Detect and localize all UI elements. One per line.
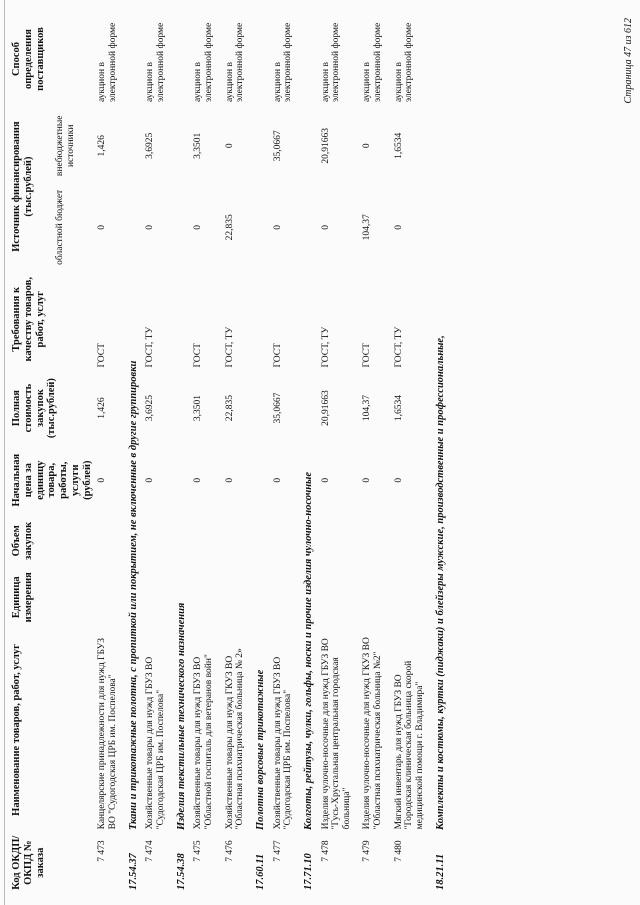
requirements-cell: ГОСТ (362, 343, 373, 368)
order-code-cell: 7 476 (224, 840, 235, 862)
requirements-cell: ГОСТ, ТУ (393, 326, 404, 368)
extra-budget-cell: 20,91663 (320, 127, 331, 164)
extra-budget-cell: 1,426 (97, 135, 108, 157)
group-title: Изделия текстильные технического назначения (175, 602, 187, 830)
table-row (318, 13, 360, 893)
unit-price-cell: 0 (362, 477, 373, 483)
total-cost-cell: 22,835 (224, 395, 235, 422)
unit-cell (222, 567, 253, 628)
header-name: Наименование товаров, работ, услуг (11, 644, 22, 816)
requirements-cell: ГОСТ, ТУ (145, 326, 156, 368)
header-funding-regional: областной бюджет (55, 189, 66, 265)
procurement-method-cell: аукцион в электронной форме (320, 22, 342, 103)
order-code-cell: 7 480 (393, 840, 404, 862)
item-name-cell: Хозяйственные товары для нужд ГБУЗ ВО "Судогодская ЦРБ им. Поспелова" (272, 656, 294, 830)
unit-price-cell: 0 (193, 477, 204, 483)
item-name-cell: Изделия чулочно-носочные для нужд ГКУЗ ВО "Областная психиатрическая больница №2" (362, 637, 383, 830)
extra-budget-cell: 3,6925 (145, 132, 156, 159)
item-name-cell: Хозяйственные товары для нужд ГКУЗ ВО "Областная психиатрическая больница № 2» (224, 648, 246, 830)
group-code: 17.71.10 (302, 853, 314, 890)
volume-cell (270, 515, 301, 567)
unit-cell (190, 567, 221, 628)
group-code: 17.54.37 (127, 853, 139, 890)
order-code-cell: 7 473 (97, 840, 108, 862)
total-cost-cell: 104,37 (362, 395, 373, 422)
regional-budget-cell: 0 (145, 224, 156, 230)
total-cost-cell: 3,3501 (193, 395, 204, 422)
group-code: 17.54.38 (175, 853, 187, 890)
header-method: Способ определения поставщиков (11, 27, 46, 91)
page-number: Страница 47 из 612 (622, 18, 634, 104)
unit-cell (318, 567, 360, 628)
group-cell (126, 13, 143, 893)
group-title: Колготы, рейтузы, чулки, гольфы, носки и прочие изделия чулочно-носочные (302, 472, 314, 830)
order-code-cell: 7 475 (193, 840, 204, 862)
table-row (359, 13, 390, 893)
regional-budget-cell: 0 (97, 224, 108, 230)
extra-budget-cell: 0 (224, 143, 235, 149)
group-code: 17.60.11 (254, 853, 266, 890)
header-unit: Единица измерения (11, 572, 34, 623)
regional-budget-cell: 104,37 (362, 214, 373, 241)
group-code: 18.21.11 (434, 853, 446, 890)
group-row (174, 13, 191, 893)
table-header (10, 13, 94, 893)
group-row (253, 13, 270, 893)
unit-cell (391, 567, 433, 628)
table-row (270, 13, 301, 893)
procurement-method-cell: аукцион в электронной форме (97, 22, 118, 103)
extra-budget-cell: 35,0667 (272, 130, 283, 162)
group-cell (253, 13, 270, 893)
extra-budget-cell: 3,3501 (193, 132, 204, 159)
extra-budget-cell: 1,6534 (393, 132, 404, 159)
unit-cell (270, 567, 301, 628)
requirements-cell: ГОСТ, ТУ (224, 326, 235, 368)
volume-cell (318, 515, 360, 567)
item-name-cell: Хозяйственные товары для нужд ГБУЗ ВО "Судогодская ЦРБ им. Поспелова" (145, 656, 166, 830)
item-name-cell: Мягкий инвентарь для нужд ГБУЗ ВО "Городская клиническая больница скорой медицинской помощи г. Владимира" (393, 660, 425, 830)
volume-cell (359, 515, 390, 567)
group-cell (301, 13, 318, 893)
scan-edge-line (4, 0, 5, 905)
unit-cell (142, 567, 173, 628)
regional-budget-cell: 0 (320, 224, 331, 230)
group-cell (433, 13, 450, 893)
unit-price-cell: 0 (224, 477, 235, 483)
header-price: Начальная цена за единицу товара, работы, услуги (рублей) (11, 453, 93, 507)
group-row (301, 13, 318, 893)
unit-cell (94, 567, 125, 628)
unit-price-cell: 0 (145, 477, 156, 483)
item-name-cell: Хозяйственные товары для нужд ГБУЗ ВО "Областной госпиталь для ветеранов войн" (193, 654, 214, 830)
table-row (391, 13, 433, 893)
group-title: Комплекты и костюмы, куртки (пиджаки) и блейзеры мужские, производственные и профессиональные, (434, 335, 446, 830)
unit-price-cell: 0 (97, 477, 108, 483)
table-body (94, 13, 449, 893)
regional-budget-cell: 22,835 (224, 214, 235, 241)
procurement-method-cell: аукцион в электронной форме (145, 22, 166, 103)
procurement-method-cell: аукцион в электронной форме (272, 22, 294, 103)
order-code-cell: 7 477 (272, 840, 283, 862)
total-cost-cell: 1,6534 (393, 395, 404, 422)
total-cost-cell: 3,6925 (145, 395, 156, 422)
total-cost-cell: 20,91663 (320, 390, 331, 426)
item-name-cell: Канцелярские принадлежности для нужд ГБУЗ ВО "Судогодская ЦРБ им. Поспелова" (97, 637, 118, 830)
order-code-cell: 7 474 (145, 840, 156, 862)
header-volume: Объем закупок (11, 521, 34, 560)
unit-price-cell: 0 (393, 477, 404, 483)
order-code-cell: 7 479 (362, 840, 373, 862)
unit-cell (359, 567, 390, 628)
volume-cell (94, 515, 125, 567)
requirements-cell: ГОСТ, ТУ (320, 326, 331, 368)
table-row (190, 13, 221, 893)
total-cost-cell: 1,426 (97, 397, 108, 419)
group-title: Ткани и трикотажные полотна, с пропиткой или покрытием, не включенные в другие группировки (127, 360, 139, 830)
regional-budget-cell: 0 (193, 224, 204, 230)
group-row (126, 13, 143, 893)
procurement-method-cell: аукцион в электронной форме (362, 22, 383, 103)
regional-budget-cell: 0 (393, 224, 404, 230)
header-funding: Источник финансирования (тыс.рублей) (11, 121, 34, 252)
total-cost-cell: 35,0667 (272, 392, 283, 424)
header-total: Полная стоимость закупок (тыс.рублей) (11, 378, 58, 439)
procurement-method-cell: аукцион в электронной форме (224, 22, 246, 103)
unit-price-cell: 0 (320, 477, 331, 483)
item-name-cell: Изделия чулочно-носочные для нужд ГБУЗ ВО "Гусь-Хрустальная центральная городская больница" (320, 638, 352, 830)
header-funding-extra: внебюджетные источники (55, 115, 76, 177)
table-row (94, 13, 125, 893)
order-code-cell: 7 478 (320, 840, 331, 862)
group-row (433, 13, 450, 893)
header-code: Код ОКДП/ ОКПД № заказа (11, 835, 46, 890)
volume-cell (222, 515, 253, 567)
requirements-cell: ГОСТ (272, 343, 283, 368)
procurement-method-cell: аукцион в электронной форме (393, 22, 415, 103)
volume-cell (190, 515, 221, 567)
requirements-cell: ГОСТ (97, 343, 108, 368)
volume-cell (142, 515, 173, 567)
extra-budget-cell: 0 (362, 143, 373, 149)
header-requirements: Требования к качеству товаров, работ, услуг (11, 277, 46, 362)
unit-price-cell: 0 (272, 477, 283, 483)
regional-budget-cell: 0 (272, 224, 283, 230)
volume-cell (391, 515, 433, 567)
group-title: Полотна ворсовые трикотажные (254, 669, 266, 830)
group-cell (174, 13, 191, 893)
procurement-method-cell: аукцион в электронной форме (193, 22, 214, 103)
procurement-plan-table (10, 13, 449, 893)
table-row (222, 13, 253, 893)
requirements-cell: ГОСТ (193, 343, 204, 368)
table-row (142, 13, 173, 893)
